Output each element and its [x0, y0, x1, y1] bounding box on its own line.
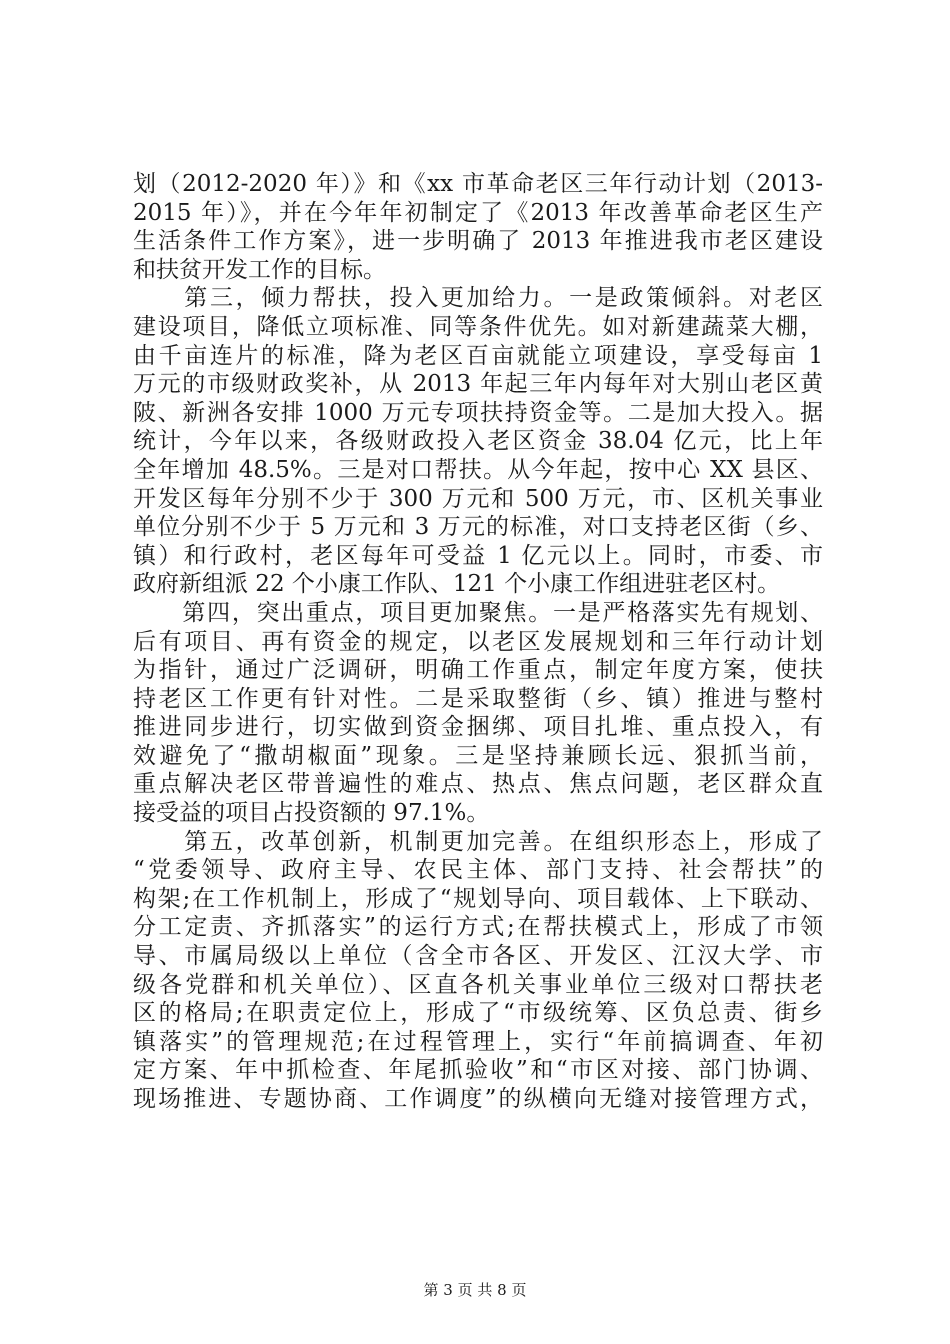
body-text [133, 170, 823, 1114]
page-footer: 第 3 页 共 8 页 [423, 1281, 527, 1299]
text-line: 第三，倾力帮扶，投入更加给力。一是政策倾斜。对老区 [133, 285, 823, 312]
text-line: 定方案、年中抓检查、年尾抓验收”和“市区对接、部门协调、 [133, 1057, 823, 1084]
text-line: 陂、新洲各安排 1000 万元专项扶持资金等。二是加大投入。据 [133, 399, 823, 426]
text-line: 全年增加 48.5%。三是对口帮扶。从今年起，按中心 XX 县区、 [133, 456, 823, 483]
text-line: 2015 年）》，并在今年年初制定了《2013 年改善革命老区生产 [133, 199, 823, 226]
text-line: 区的格局;在职责定位上，形成了“市级统筹、区负总责、街乡 [133, 1000, 823, 1027]
text-line: 由千亩连片的标准，降为老区百亩就能立项建设，享受每亩 1 [133, 342, 823, 369]
text-line: 现场推进、专题协商、工作调度”的纵横向无缝对接管理方式， [133, 1086, 823, 1112]
text-line: 单位分别不少于 5 万元和 3 万元的标准，对口支持老区街（乡、 [133, 514, 823, 541]
text-line: 政府新组派 22 个小康工作队、121 个小康工作组进驻老区村。 [133, 571, 781, 598]
text-line: 统计，今年以来，各级财政投入老区资金 38.04 亿元，比上年 [133, 428, 823, 455]
text-line: 持老区工作更有针对性。二是采取整街（乡、镇）推进与整村 [133, 685, 823, 712]
text-line: 接受益的项目占投资额的 97.1%。 [133, 800, 490, 827]
text-line: 重点解决老区带普遍性的难点、热点、焦点问题，老区群众直 [133, 771, 823, 798]
text-line: 效避免了“撒胡椒面”现象。三是坚持兼顾长远、狠抓当前， [133, 742, 823, 769]
text-line: 导、市属局级以上单位（含全市各区、开发区、江汉大学、市 [133, 943, 823, 970]
text-line: 为指针，通过广泛调研，明确工作重点，制定年度方案，使扶 [133, 657, 823, 684]
text-line: “党委领导、政府主导、农民主体、部门支持、社会帮扶”的 [133, 857, 823, 884]
text-line: 镇）和行政村，老区每年可受益 1 亿元以上。同时，市委、市 [133, 542, 823, 569]
text-line: 划（2012-2020 年）》和《xx 市革命老区三年行动计划（2013- [133, 171, 823, 197]
text-line: 第四，突出重点，项目更加聚焦。一是严格落实先有规划、 [133, 599, 823, 626]
text-line: 推进同步进行，切实做到资金捆绑、项目扎堆、重点投入，有 [133, 714, 823, 741]
text-line: 开发区每年分别不少于 300 万元和 500 万元，市、区机关事业 [133, 485, 823, 512]
text-line: 镇落实”的管理规范;在过程管理上，实行“年前搞调查、年初 [133, 1028, 823, 1055]
text-line: 万元的市级财政奖补，从 2013 年起三年内每年对大别山老区黄 [133, 371, 823, 398]
text-line: 建设项目，降低立项标准、同等条件优先。如对新建蔬菜大棚， [133, 313, 823, 340]
text-line: 构架;在工作机制上，形成了“规划导向、项目载体、上下联动、 [133, 885, 823, 912]
text-line: 和扶贫开发工作的目标。 [133, 256, 386, 283]
text-line: 分工定责、齐抓落实”的运行方式;在帮扶模式上，形成了市领 [133, 914, 823, 941]
text-line: 级各党群和机关单位）、区直各机关事业单位三级对口帮扶老 [133, 971, 823, 998]
text-line: 后有项目、再有资金的规定，以老区发展规划和三年行动计划 [133, 628, 823, 655]
text-line: 第五，改革创新，机制更加完善。在组织形态上，形成了 [133, 828, 823, 855]
text-line: 生活条件工作方案》，进一步明确了 2013 年推进我市老区建设 [133, 228, 823, 255]
